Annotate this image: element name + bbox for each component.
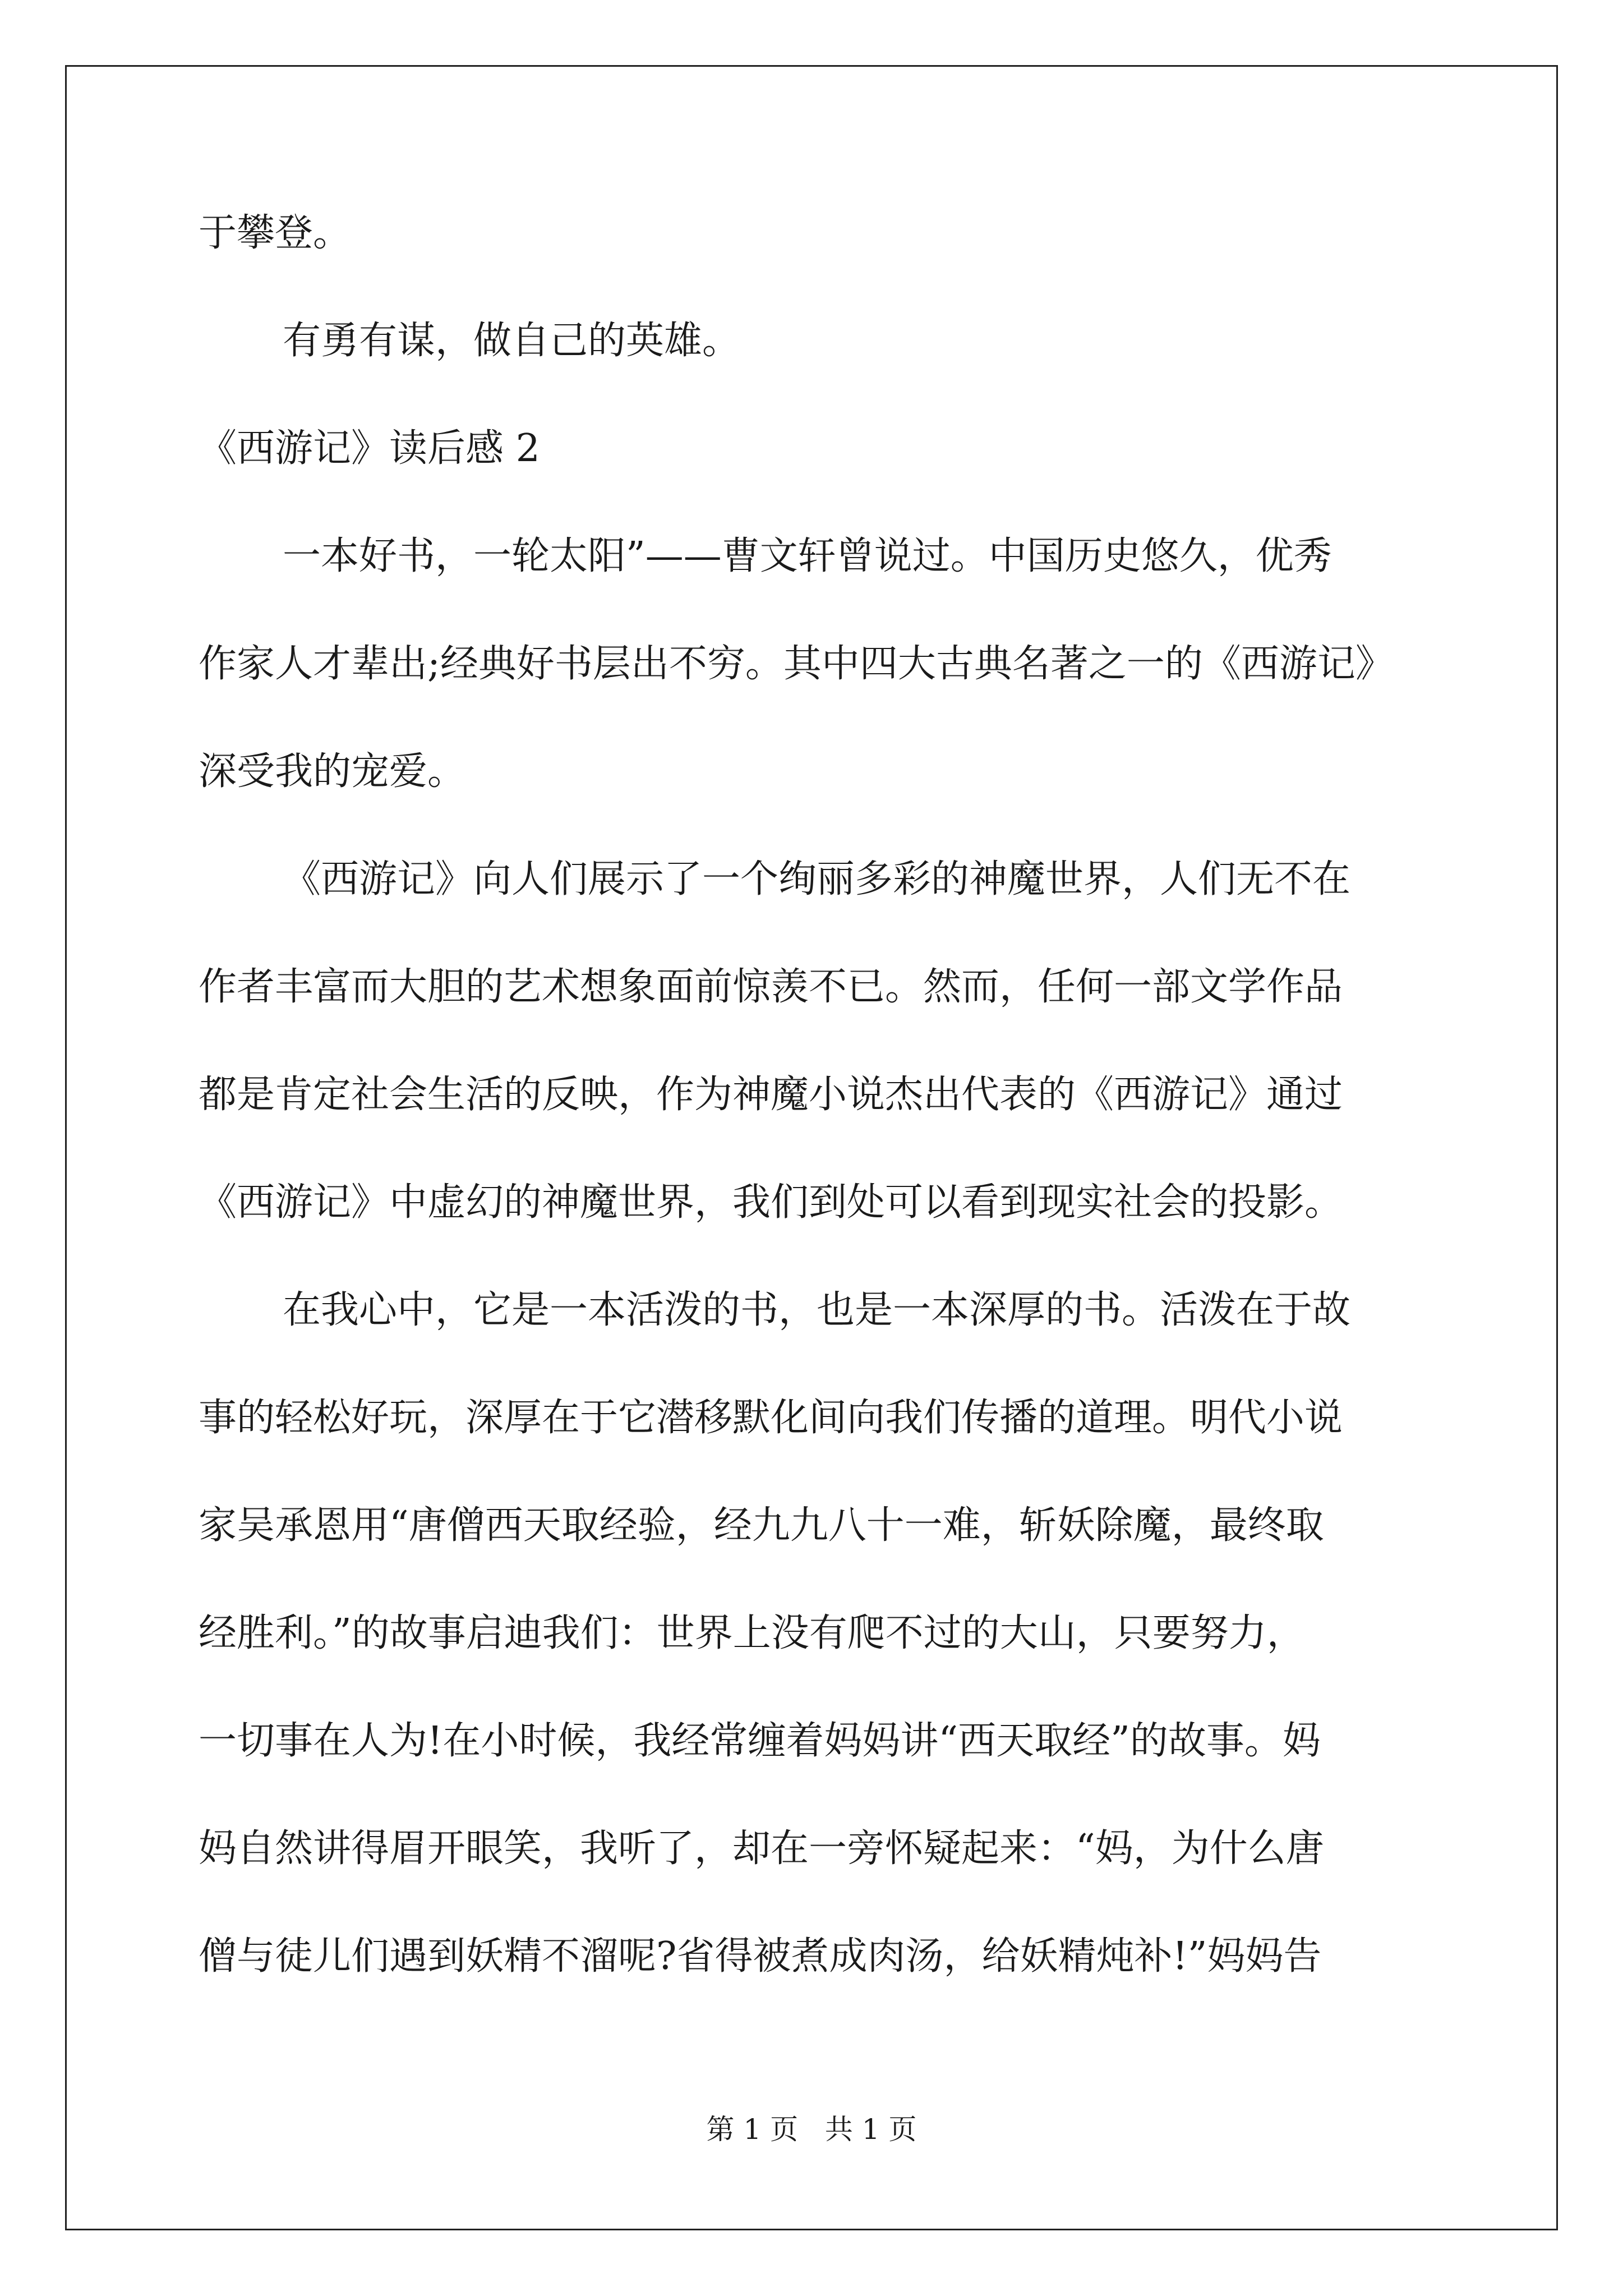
document-body xyxy=(199,208,1432,2039)
section-heading: 《西游记》读后感 2 xyxy=(199,426,540,471)
text-line: 有勇有谋，做自己的英雄。 xyxy=(283,319,741,363)
text-line: 一切事在人为!在小时候，我经常缠着妈妈讲“西天取经”的故事。妈 xyxy=(199,1719,1321,1763)
text-line: 一本好书，一轮太阳”——曹文轩曾说过。中国历史悠久，优秀 xyxy=(283,534,1332,578)
text-line: 在我心中，它是一本活泼的书，也是一本深厚的书。活泼在于故 xyxy=(283,1288,1351,1332)
text-line: 于攀登。 xyxy=(199,211,352,255)
text-line: 僧与徒儿们遇到妖精不溜呢?省得被煮成肉汤，给妖精炖补!”妈妈告 xyxy=(199,1934,1322,1978)
text-line: 都是肯定社会生活的反映，作为神魔小说杰出代表的《西游记》通过 xyxy=(199,1073,1343,1117)
text-line: 《西游记》中虚幻的神魔世界，我们到处可以看到现实社会的投影。 xyxy=(199,1180,1343,1225)
text-line: 作家人才辈出;经典好书层出不穷。其中四大古典名著之一的《西游记》 xyxy=(199,642,1394,686)
text-line: 事的轻松好玩，深厚在于它潜移默化间向我们传播的道理。明代小说 xyxy=(199,1396,1343,1440)
text-line: 作者丰富而大胆的艺术想象面前惊羡不已。然而，任何一部文学作品 xyxy=(199,965,1343,1009)
text-line: 经胜利。”的故事启迪我们：世界上没有爬不过的大山，只要努力， xyxy=(199,1611,1305,1655)
text-line: 《西游记》向人们展示了一个绚丽多彩的神魔世界，人们无不在 xyxy=(283,857,1351,901)
text-line: 家吴承恩用“唐僧西天取经验，经九九八十一难，斩妖除魔，最终取 xyxy=(199,1503,1324,1548)
text-line: 深受我的宠爱。 xyxy=(199,749,466,794)
text-line: 妈自然讲得眉开眼笑，我听了，却在一旁怀疑起来：“妈，为什么唐 xyxy=(199,1826,1324,1871)
page-footer: 第 1 页 共 1 页 xyxy=(706,2113,917,2146)
